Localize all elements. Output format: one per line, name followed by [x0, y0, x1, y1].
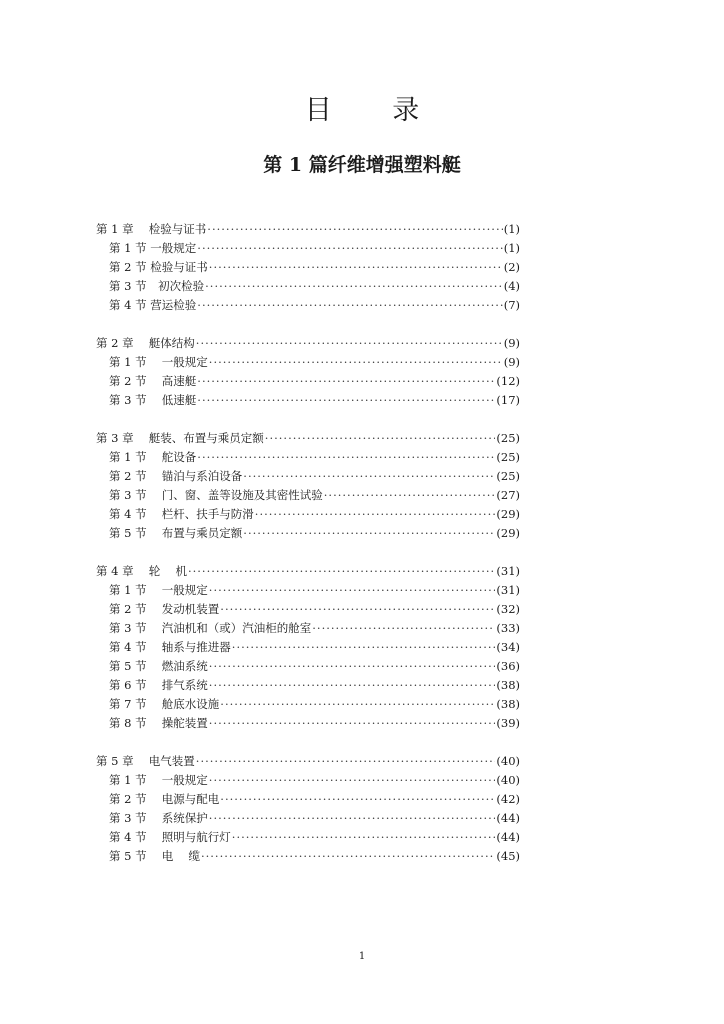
toc-chapter-entry-page: (1) — [503, 222, 520, 236]
part-title: 第 1 篇纤维增强塑料艇 — [263, 154, 461, 176]
toc-section-entry[interactable] — [96, 467, 520, 486]
dot-leader — [197, 239, 502, 258]
toc-section-entry-label: 第 2 节 检验与证书 — [109, 260, 208, 274]
toc-chapter-entry-label: 第 5 章 电气装置 — [96, 754, 195, 768]
toc-section-entry-page: (25) — [496, 450, 520, 464]
toc-chapter-entry-page: (40) — [496, 754, 520, 768]
toc-section-entry[interactable] — [96, 258, 520, 277]
dot-leader — [201, 847, 495, 866]
dot-leader — [232, 828, 496, 847]
toc-section-entry-page: (36) — [496, 659, 520, 673]
toc-section-entry-page: (38) — [496, 678, 520, 692]
toc-section-entry-page: (17) — [496, 393, 520, 407]
toc-chapter-entry-label: 第 4 章 轮 机 — [96, 564, 187, 578]
dot-leader — [209, 676, 496, 695]
toc-section-entry[interactable] — [96, 619, 520, 638]
dot-leader — [209, 258, 503, 277]
toc-section-entry-page: (2) — [503, 260, 520, 274]
toc-section-entry-label: 第 4 节 轴系与推进器 — [109, 640, 231, 654]
table-of-contents — [96, 220, 520, 885]
dot-leader — [197, 391, 495, 410]
toc-section-entry-page: (45) — [496, 849, 520, 863]
toc-section-entry-page: (32) — [496, 602, 520, 616]
toc-chapter-entry[interactable] — [96, 220, 520, 239]
toc-section-entry-page: (38) — [496, 697, 520, 711]
dot-leader — [209, 714, 496, 733]
toc-section-entry[interactable] — [96, 581, 520, 600]
dot-leader — [188, 562, 495, 581]
toc-section-entry-label: 第 1 节 一般规定 — [109, 583, 208, 597]
dot-leader — [265, 429, 496, 448]
toc-chapter — [96, 562, 520, 733]
toc-section-entry-page: (31) — [496, 583, 520, 597]
toc-section-entry-label: 第 3 节 低速艇 — [109, 393, 197, 407]
page-number: 1 — [358, 951, 366, 962]
dot-leader — [243, 467, 495, 486]
toc-section-entry[interactable] — [96, 486, 520, 505]
dot-leader — [243, 524, 495, 543]
toc-section-entry-label: 第 5 节 燃油系统 — [109, 659, 208, 673]
toc-section-entry-page: (40) — [496, 773, 520, 787]
dot-leader — [207, 220, 502, 239]
toc-section-entry[interactable] — [96, 714, 520, 733]
toc-chapter-entry-page: (9) — [503, 336, 520, 350]
title-char-2: 录 — [392, 95, 420, 126]
toc-section-entry[interactable] — [96, 372, 520, 391]
toc-section-entry-label: 第 4 节 营运检验 — [109, 298, 197, 312]
toc-chapter-entry[interactable] — [96, 429, 520, 448]
toc-section-entry-page: (7) — [503, 298, 520, 312]
toc-section-entry-label: 第 3 节 初次检验 — [109, 279, 205, 293]
toc-section-entry[interactable] — [96, 847, 520, 866]
toc-section-entry-label: 第 1 节 一般规定 — [109, 355, 208, 369]
toc-section-entry[interactable] — [96, 391, 520, 410]
dot-leader — [312, 619, 495, 638]
dot-leader — [209, 657, 496, 676]
dot-leader — [196, 752, 496, 771]
toc-section-entry-page: (39) — [496, 716, 520, 730]
toc-section-entry-page: (9) — [503, 355, 520, 369]
toc-section-entry-label: 第 4 节 照明与航行灯 — [109, 830, 231, 844]
toc-section-entry-label: 第 1 节 一般规定 — [109, 773, 208, 787]
toc-section-entry[interactable] — [96, 790, 520, 809]
toc-section-entry[interactable] — [96, 695, 520, 714]
toc-section-entry-page: (27) — [496, 488, 520, 502]
toc-section-entry-label: 第 2 节 发动机装置 — [109, 602, 220, 616]
toc-section-entry[interactable] — [96, 657, 520, 676]
dot-leader — [255, 505, 496, 524]
dot-leader — [197, 372, 495, 391]
toc-section-entry-page: (12) — [496, 374, 520, 388]
toc-section-entry-label: 第 5 节 布置与乘员定额 — [109, 526, 243, 540]
toc-chapter-entry-label: 第 3 章 艇装、布置与乘员定额 — [96, 431, 264, 445]
toc-section-entry-label: 第 4 节 栏杆、扶手与防滑 — [109, 507, 254, 521]
toc-section-entry-label: 第 6 节 排气系统 — [109, 678, 208, 692]
toc-section-entry[interactable] — [96, 448, 520, 467]
toc-chapter — [96, 334, 520, 410]
toc-section-entry[interactable] — [96, 638, 520, 657]
toc-chapter-entry[interactable] — [96, 334, 520, 353]
toc-section-entry-page: (29) — [496, 526, 520, 540]
toc-chapter-entry-label: 第 1 章 检验与证书 — [96, 222, 207, 236]
toc-section-entry-label: 第 3 节 系统保护 — [109, 811, 208, 825]
page-title — [0, 88, 724, 127]
toc-section-entry-page: (25) — [496, 469, 520, 483]
toc-section-entry[interactable] — [96, 771, 520, 790]
toc-chapter-entry-label: 第 2 章 艇体结构 — [96, 336, 195, 350]
dot-leader — [220, 600, 495, 619]
title-char-1: 目 — [304, 95, 332, 126]
toc-section-entry-label: 第 2 节 高速艇 — [109, 374, 197, 388]
toc-section-entry-label: 第 3 节 汽油机和（或）汽油柜的舱室 — [109, 621, 312, 635]
toc-chapter — [96, 429, 520, 543]
toc-section-entry[interactable] — [96, 277, 520, 296]
toc-section-entry-page: (34) — [496, 640, 520, 654]
toc-section-entry-page: (29) — [496, 507, 520, 521]
toc-section-entry[interactable] — [96, 676, 520, 695]
dot-leader — [209, 353, 503, 372]
toc-section-entry[interactable] — [96, 600, 520, 619]
dot-leader — [196, 334, 503, 353]
toc-section-entry-page: (44) — [496, 811, 520, 825]
dot-leader — [209, 809, 496, 828]
toc-chapter-entry[interactable] — [96, 562, 520, 581]
toc-section-entry-label: 第 8 节 操舵装置 — [109, 716, 208, 730]
toc-section-entry-label: 第 3 节 门、窗、盖等设施及其密性试验 — [109, 488, 323, 502]
dot-leader — [197, 448, 495, 467]
toc-section-entry-page: (42) — [496, 792, 520, 806]
dot-leader — [220, 790, 495, 809]
toc-chapter-entry[interactable] — [96, 752, 520, 771]
toc-chapter-entry-page: (25) — [496, 431, 520, 445]
dot-leader — [209, 581, 496, 600]
toc-section-entry[interactable] — [96, 809, 520, 828]
toc-section-entry-label: 第 1 节 舵设备 — [109, 450, 197, 464]
toc-section-entry-label: 第 2 节 锚泊与系泊设备 — [109, 469, 243, 483]
dot-leader — [324, 486, 496, 505]
toc-chapter-entry-page: (31) — [496, 564, 520, 578]
dot-leader — [197, 296, 502, 315]
toc-chapter — [96, 220, 520, 315]
toc-section-entry-label: 第 5 节 电 缆 — [109, 849, 200, 863]
toc-section-entry-page: (4) — [503, 279, 520, 293]
toc-section-entry[interactable] — [96, 505, 520, 524]
toc-chapter — [96, 752, 520, 866]
dot-leader — [232, 638, 496, 657]
toc-section-entry-page: (44) — [496, 830, 520, 844]
toc-section-entry-label: 第 7 节 舱底水设施 — [109, 697, 220, 711]
toc-section-entry-label: 第 2 节 电源与配电 — [109, 792, 220, 806]
toc-section-entry[interactable] — [96, 524, 520, 543]
toc-section-entry[interactable] — [96, 353, 520, 372]
dot-leader — [220, 695, 495, 714]
toc-section-entry-page: (1) — [503, 241, 520, 255]
toc-section-entry[interactable] — [96, 296, 520, 315]
dot-leader — [205, 277, 503, 296]
toc-section-entry[interactable] — [96, 239, 520, 258]
toc-section-entry-label: 第 1 节 一般规定 — [109, 241, 197, 255]
toc-section-entry-page: (33) — [496, 621, 520, 635]
toc-section-entry[interactable] — [96, 828, 520, 847]
dot-leader — [209, 771, 496, 790]
